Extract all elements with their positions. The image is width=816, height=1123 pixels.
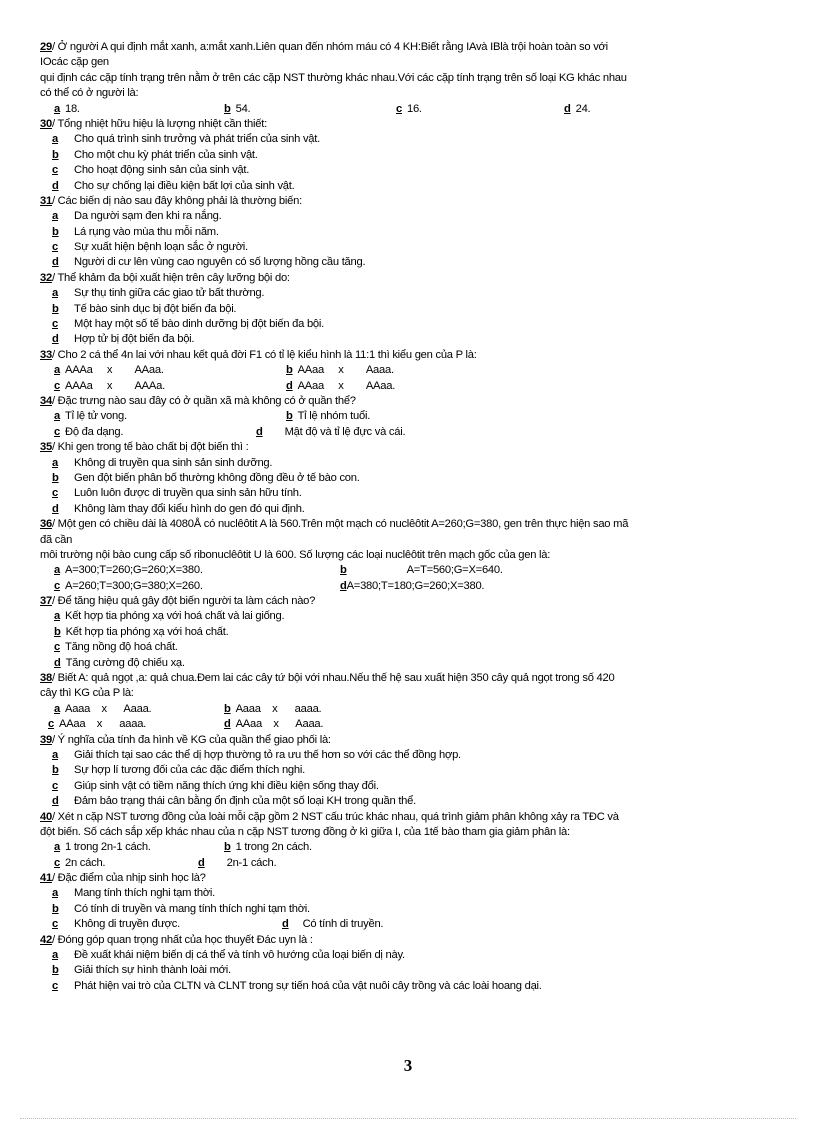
question-text-cont: cây thì KG của P là: [40, 687, 134, 700]
option-b[interactable]: b AAaa x Aaaa. [286, 364, 394, 377]
options-row [40, 425, 770, 440]
option-d[interactable]: d 2n-1 cách. [198, 856, 277, 869]
options-row [40, 579, 770, 594]
option-a[interactable]: a A=300;T=260;G=260;X=380. [54, 564, 203, 577]
option-d[interactable]: dA=380;T=180;G=260;X=380. [340, 579, 485, 592]
option-d[interactable]: d Không làm thay đổi kiểu hình do gen đó qui định. [52, 502, 305, 515]
options-row [40, 856, 770, 871]
options-row [40, 917, 770, 932]
option-d[interactable]: d Mật độ và tỉ lệ đực và cái. [256, 425, 406, 438]
option-c[interactable]: c A=260;T=300;G=380;X=260. [54, 579, 203, 592]
option-d[interactable]: d 24. [564, 102, 591, 115]
option-a[interactable]: a Giải thích tại sao các thể dị hợp thường tỏ ra ưu thế hơn so với các thể đồng hợp. [52, 748, 461, 761]
question-text-cont: môi trường nội bào cung cấp số ribonuclêôtit U là 600. Số lượng các loại nuclêôtit trên mạch gốc của gen là: [40, 548, 551, 561]
question-text-cont: đột biến. Số cách sắp xếp khác nhau của n cặp NST tương đồng ở kì giữa I, của 1tế bào tham gia giảm phân là: [40, 825, 570, 838]
option-b[interactable]: b Có tính di truyền và mang tính thích nghi tạm thời. [52, 902, 310, 915]
options-row [40, 840, 770, 855]
question-42: 42/ Đóng góp quan trọng nhất của học thuyết Đác uyn là : [40, 933, 313, 946]
option-b[interactable]: b Tế bào sinh dục bị đột biến đa bội. [52, 302, 237, 315]
question-text-cont: đã cần [40, 533, 73, 546]
option-c[interactable]: c Tăng nồng độ hoá chất. [54, 641, 178, 654]
option-c[interactable]: c Giúp sinh vật có tiềm năng thích ứng khi điều kiện sống thay đổi. [52, 779, 379, 792]
question-32: 32/ Thể khảm đa bội xuất hiện trên cây lưỡng bội do: [40, 271, 290, 284]
option-b[interactable]: b Sự hợp lí tương đối của các đặc điểm thích nghi. [52, 764, 305, 777]
option-b[interactable]: b 1 trong 2n cách. [224, 841, 312, 854]
option-a[interactable]: a Cho quá trình sinh trưởng và phát triển của sinh vật. [52, 133, 320, 146]
question-text: / Ở người A qui định mắt xanh, a:mắt xanh.Liên quan đến nhóm máu có 4 KH:Biết rằng IAvà IBlà trội hoàn toàn so với [51, 41, 608, 53]
option-a[interactable]: a 1 trong 2n-1 cách. [54, 841, 151, 854]
option-c[interactable]: c Không di truyền được. [52, 918, 180, 931]
question-40: 40/ Xét n cặp NST tương đồng của loài mỗi cặp gồm 2 NST cấu trúc khác nhau, quá trình giảm phân không xảy ra TĐC và [40, 810, 619, 823]
option-d[interactable]: d Có tính di truyền. [282, 918, 384, 931]
option-b[interactable]: b Cho một chu kỳ phát triển của sinh vật. [52, 148, 258, 161]
question-36: 36/ Một gen có chiều dài là 4080Å có nuclêôtit A là 560.Trên một mạch có nuclêôtit A=260;G=380, gen trên thực hiện sao mã [40, 518, 629, 531]
question-37: 37/ Để tăng hiệu quả gây đột biến người ta làm cách nào? [40, 595, 316, 608]
option-b[interactable]: b Gen đột biến phân bố thường không đồng đều ở tế bào con. [52, 471, 360, 484]
question-text-cont: qui định các cặp tính trạng trên nằm ở trên các cặp NST thường khác nhau.Với các cặp tính trạng trên số loại KG khác nhau [40, 71, 627, 84]
question-39: 39/ Ý nghĩa của tính đa hình về KG của quần thể giao phối là: [40, 733, 331, 746]
option-b[interactable]: b Giải thích sự hình thành loài mới. [52, 964, 231, 977]
option-a[interactable]: a Kết hợp tia phóng xạ với hoá chất và lai giống. [54, 610, 285, 623]
question-number: 29 [40, 41, 52, 53]
options-row [40, 363, 770, 378]
option-b[interactable]: b 54. [224, 102, 251, 115]
question-30: 30/ Tổng nhiệt hữu hiệu là lượng nhiệt cần thiết: [40, 117, 267, 130]
option-d[interactable]: d AAaa x AAaa. [286, 379, 396, 392]
option-b[interactable]: b Lá rụng vào mùa thu mỗi năm. [52, 225, 219, 238]
question-31: 31/ Các biến dị nào sau đây không phải là thường biến: [40, 194, 302, 207]
document-page [40, 40, 770, 994]
option-c[interactable]: c Sự xuất hiện bệnh loạn sắc ở người. [52, 241, 248, 254]
options-row [40, 379, 770, 394]
option-c[interactable]: c Cho hoạt động sinh sản của sinh vật. [52, 164, 250, 177]
options-row [40, 102, 770, 117]
option-b[interactable]: b Aaaa x aaaa. [224, 702, 322, 715]
option-a[interactable]: a Mang tính thích nghi tạm thời. [52, 887, 216, 900]
question-34: 34/ Đặc trưng nào sau đây có ở quần xã mà không có ở quần thể? [40, 394, 356, 407]
option-d[interactable]: d Cho sự chống lại điều kiện bất lợi của sinh vật. [52, 179, 295, 192]
option-d[interactable]: d Đảm bảo trạng thái cân bằng ổn định của một số loại KH trong quần thể. [52, 795, 416, 808]
option-c[interactable]: c 16. [396, 102, 422, 115]
question-text-cont: có thể có ở người là: [40, 87, 139, 100]
option-a[interactable]: a Da người sạm đen khi ra nắng. [52, 210, 222, 223]
question-38: 38/ Biết A: quả ngọt ,a: quả chua.Đem lai các cây tứ bội với nhau.Nếu thế hệ sau xuất hiện 350 cây quả ngọt trong số 420 [40, 672, 615, 685]
option-d[interactable]: d AAaa x Aaaa. [224, 718, 324, 731]
option-a[interactable]: a AAAa x AAaa. [54, 364, 164, 377]
question-29 [40, 40, 770, 55]
option-b[interactable]: b Tỉ lệ nhóm tuổi. [286, 410, 371, 423]
option-a[interactable]: a Aaaa x Aaaa. [54, 702, 152, 715]
option-a[interactable]: a 18. [54, 102, 80, 115]
option-c[interactable]: c AAaa x aaaa. [48, 718, 147, 731]
options-row [40, 409, 770, 424]
options-row [40, 717, 770, 732]
question-35: 35/ Khi gen trong tế bào chất bị đột biến thì : [40, 441, 249, 454]
page-number: 3 [403, 1056, 413, 1075]
option-a[interactable]: a Tỉ lệ tử vong. [54, 410, 127, 423]
option-a[interactable]: a Đề xuất khái niệm biến dị cá thể và tính vô hướng của loại biến dị này. [52, 949, 405, 962]
options-row [40, 702, 770, 717]
option-a[interactable]: a Sự thụ tinh giữa các giao tử bất thường. [52, 287, 265, 300]
page-footer-divider [20, 1118, 796, 1119]
option-a[interactable]: a Không di truyền qua sinh sản sinh dưỡng. [52, 456, 273, 469]
options-row [40, 563, 770, 578]
option-d[interactable]: d Tăng cường độ chiếu xạ. [54, 656, 185, 669]
option-b[interactable]: b Kết hợp tia phóng xạ với hoá chất. [54, 625, 229, 638]
option-c[interactable]: c AAAa x AAAa. [54, 379, 165, 392]
option-d[interactable]: d Người di cư lên vùng cao nguyên có số lượng hồng cầu tăng. [52, 256, 366, 269]
option-c[interactable]: c 2n cách. [54, 856, 106, 869]
question-text-cont: IOcác cặp gen [40, 56, 109, 69]
option-b[interactable]: b A=T=560;G=X=640. [340, 564, 503, 577]
option-c[interactable]: c Một hay một số tế bào dinh dưỡng bị đột biến đa bội. [52, 318, 324, 331]
option-c[interactable]: c Độ đa dạng. [54, 425, 124, 438]
question-41: 41/ Đặc điểm của nhịp sinh học là? [40, 872, 206, 885]
option-d[interactable]: d Hợp tử bị đột biến đa bội. [52, 333, 195, 346]
option-c[interactable]: c Phát hiện vai trò của CLTN và CLNT trong sự tiến hoá của vật nuôi cây trồng và các loài hoang dại. [52, 979, 542, 992]
question-33: 33/ Cho 2 cá thể 4n lai với nhau kết quả đời F1 có tỉ lệ kiểu hình là 11:1 thì kiểu gen của P là: [40, 348, 477, 361]
option-c[interactable]: c Luôn luôn được di truyền qua sinh sản hữu tính. [52, 487, 302, 500]
